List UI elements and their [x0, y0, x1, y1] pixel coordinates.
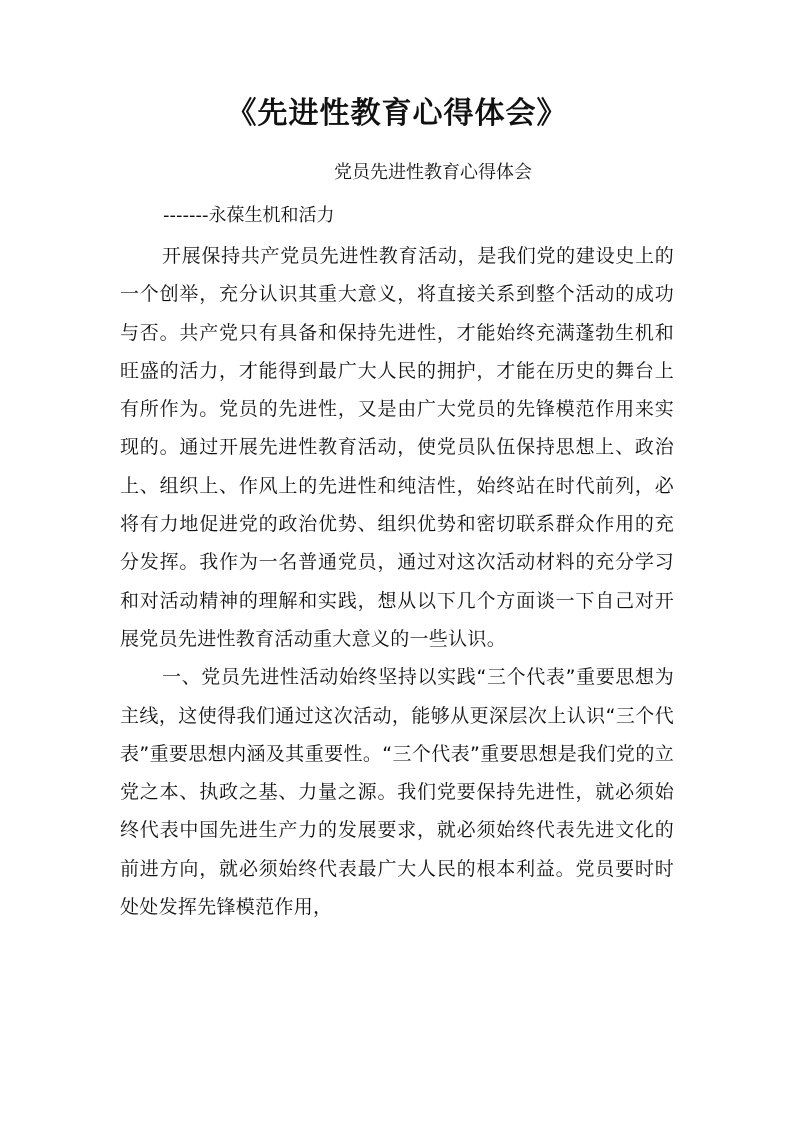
body-paragraph-1: 开展保持共产党员先进性教育活动，是我们党的建设史上的一个创举，充分认识其重大意义，将直接关系到整个活动的成功与否。共产党只有具备和保持先进性，才能始终充满蓬勃生机和旺盛的活力，才能得到最广大人民的拥护，才能在历史的舞台上有所作为。党员的先进性，又是由广大党员的先锋模范作用来实现的。通过开展先进性教育活动，使党员队伍保持思想上、政治上、组织上、作风上的先进性和纯洁性，始终站在时代前列，必将有力地促进党的政治优势、组织优势和密切联系群众作用的充分发挥。我作为一名普通党员，通过对这次活动材料的充分学习和对活动精神的理解和实践，想从以下几个方面谈一下自己对开展党员先进性教育活动重大意义的一些认识。: [120, 245, 674, 650]
document-body: [120, 237, 674, 926]
document-subtitle: 党员先进性教育心得体会: [334, 162, 532, 183]
document-byline: -------永葆生机和活力: [163, 205, 335, 226]
document-title: 《先进性教育心得体会》: [226, 96, 568, 131]
body-paragraph-2: 一、党员先进性活动始终坚持以实践“三个代表”重要思想为主线，这使得我们通过这次活动，能够从更深层次上认识“三个代表”重要思想内涵及其重要性。“三个代表”重要思想是我们党的立党之本、执政之基、力量之源。我们党要保持先进性，就必须始终代表中国先进生产力的发展要求，就必须始终代表先进文化的前进方向，就必须始终代表最广大人民的根本利益。党员要时时处处发挥先锋模范作用，: [120, 666, 674, 919]
